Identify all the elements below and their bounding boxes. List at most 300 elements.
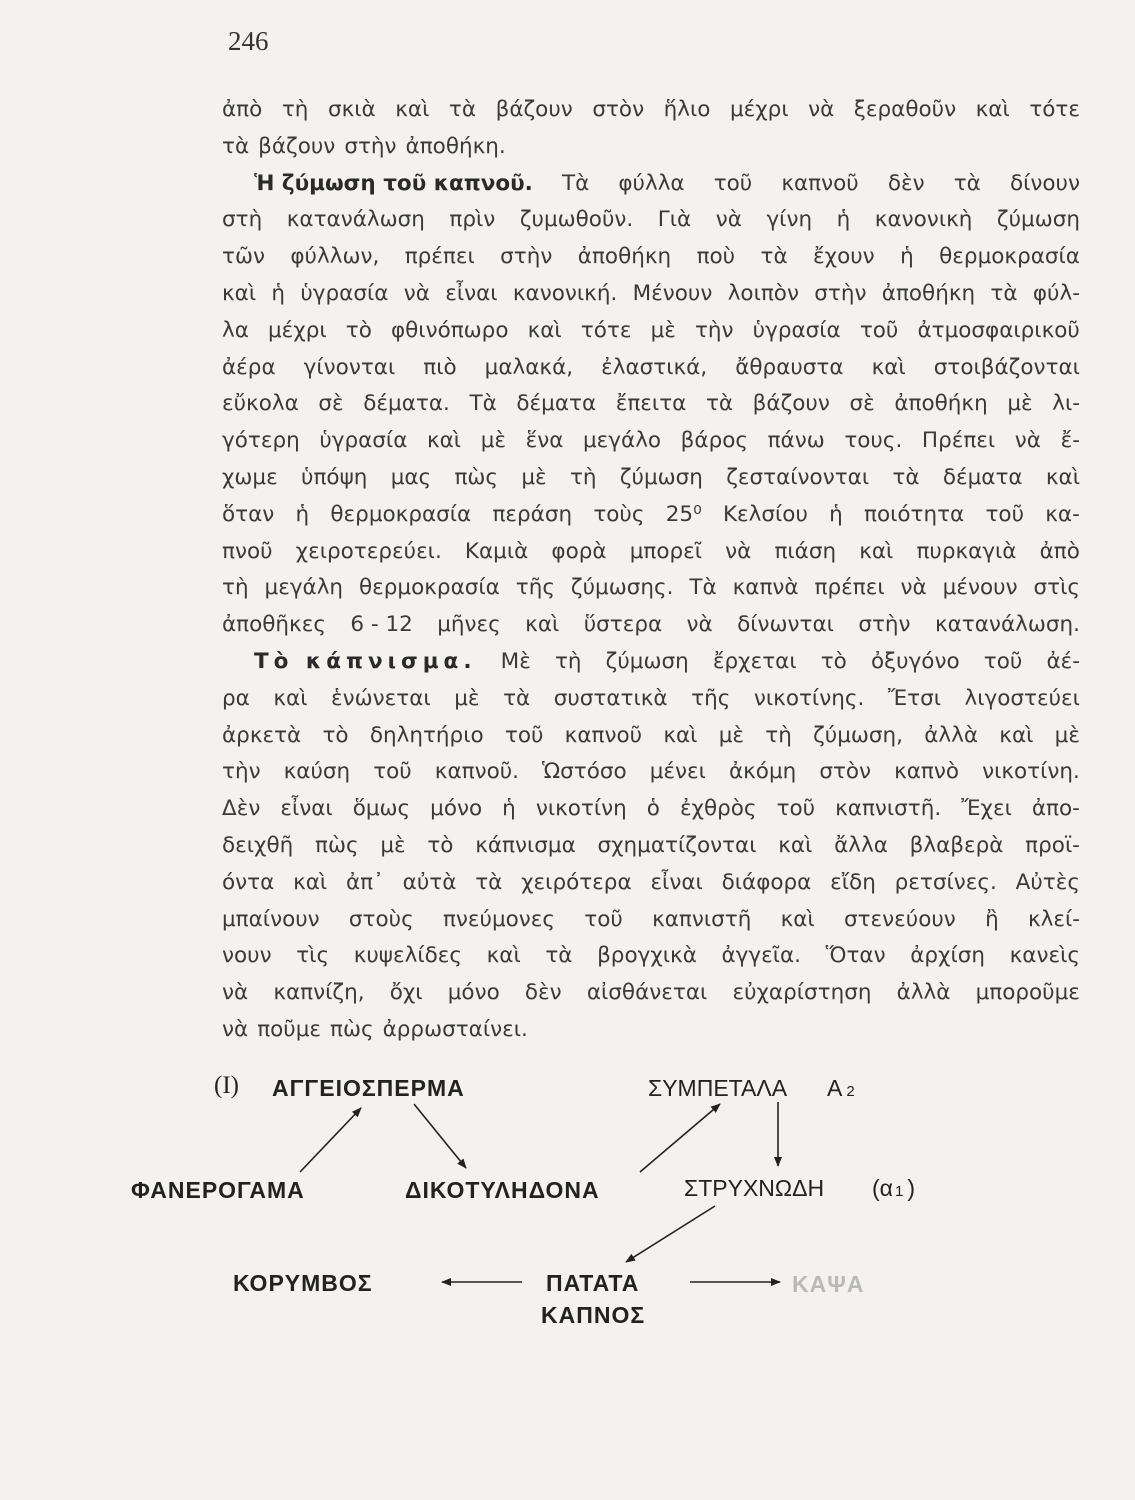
- word: ἀρρωσταίνει.: [382, 1016, 528, 1042]
- word: πνοῦ: [222, 538, 273, 564]
- word: ἄθραυστα: [735, 354, 844, 380]
- word: ἡ: [271, 280, 286, 306]
- word: περάση: [492, 501, 573, 527]
- word: καπνιστῆ: [652, 906, 752, 932]
- word: καὶ: [975, 97, 1010, 122]
- word: τὴν: [222, 759, 261, 785]
- word: πιὸ: [423, 354, 457, 380]
- node-korymvos: ΚΟΡΥΜΒΟΣ: [233, 1270, 373, 1296]
- word: 25⁰: [665, 501, 702, 527]
- word: βάρος: [680, 428, 748, 454]
- text-line: [222, 607, 1080, 644]
- word: τὴ: [569, 464, 597, 490]
- word: σχηματίζονται: [597, 832, 757, 858]
- node-a1-subscript: 1: [894, 1183, 904, 1200]
- text-line: [222, 681, 1080, 718]
- word: τὸ: [820, 648, 847, 674]
- word: Καμιὰ: [464, 538, 529, 564]
- word: Μένουν: [632, 280, 713, 306]
- word: ἀέ-: [1046, 648, 1080, 674]
- word: σκιὰ: [327, 97, 376, 122]
- word: καὶ: [293, 869, 328, 895]
- word: τότε: [1029, 97, 1080, 122]
- word: καπνοῦ: [781, 170, 859, 196]
- word: στενεύουν: [843, 906, 956, 932]
- word: μόνο: [430, 796, 483, 822]
- word: ἀέρα: [222, 354, 276, 380]
- word: ἀποθήκη.: [405, 133, 506, 159]
- word: μὲ: [650, 317, 676, 343]
- word: νικοτίνη.: [982, 759, 1080, 785]
- word: δειχθῆ: [222, 832, 294, 858]
- word: εὔκολα: [222, 391, 299, 417]
- word: δὲν: [887, 170, 925, 196]
- text-line: [222, 534, 1080, 571]
- word: αὐτὰ: [402, 869, 457, 895]
- word: ἔρχεται: [712, 648, 797, 674]
- word: Πρέπει: [921, 428, 996, 454]
- word: ζύμωσης.: [570, 575, 674, 601]
- word: καπνοῦ: [564, 722, 643, 748]
- node-a1-close: ): [907, 1175, 915, 1201]
- word: Τὰ: [561, 170, 590, 196]
- text-line: [222, 754, 1080, 791]
- node-a2-letter: Α: [827, 1075, 843, 1101]
- word: καπνὸ: [894, 759, 960, 785]
- text-line: [222, 570, 1080, 607]
- word: Κελσίου: [722, 501, 808, 527]
- word: ἀλλὰ: [924, 722, 979, 748]
- text-line: [222, 975, 1080, 1012]
- word: ζυμωθοῦν.: [519, 207, 634, 233]
- word: ποὺ: [696, 244, 736, 270]
- word: νικοτίνη: [535, 796, 627, 822]
- word: εὐχαρίστηση: [732, 980, 872, 1006]
- word: μαλακά,: [484, 354, 574, 380]
- word: φορὰ: [551, 538, 607, 564]
- node-faneroga: ΦΑΝΕΡΟΓΑΜΑ: [131, 1177, 305, 1203]
- word: λι-: [1052, 391, 1080, 417]
- word: φθινόπωρο: [390, 317, 509, 343]
- word: ζεσταίνονται: [726, 464, 870, 490]
- word: καὶ: [527, 317, 562, 343]
- word: ὑπόψη: [301, 464, 368, 490]
- word: Γιὰ: [657, 207, 692, 233]
- word: τὰ: [705, 391, 734, 417]
- word: νὰ: [403, 280, 430, 306]
- body-text: [222, 92, 1080, 1049]
- word: θερμοκρασία: [359, 575, 500, 601]
- word: βάζουν: [258, 133, 336, 159]
- word: καὶ: [999, 722, 1034, 748]
- word: κάπνισμα: [475, 832, 576, 858]
- word: ἥλιο: [663, 97, 711, 122]
- word: τῆς: [691, 685, 731, 711]
- word: ὁ: [646, 796, 660, 822]
- word: μὲ: [1007, 391, 1033, 417]
- word: ἡ: [836, 207, 851, 233]
- word: νὰ: [900, 575, 927, 601]
- text-line: [222, 129, 1080, 166]
- word: ὄχι: [389, 980, 423, 1006]
- text-line: [222, 166, 1080, 203]
- word: ἀπὸ: [1039, 538, 1080, 564]
- word: Τὰ: [689, 575, 717, 601]
- word: τὰ: [545, 943, 573, 969]
- word: νὰ: [1014, 428, 1041, 454]
- word: ζύμωση: [996, 207, 1080, 233]
- text-line: [222, 902, 1080, 939]
- word: πάνω: [767, 428, 825, 454]
- word: τὴ: [765, 722, 792, 748]
- word: ζύμωση,: [813, 722, 903, 748]
- word: τὰ: [892, 464, 920, 490]
- word: νὰ: [715, 207, 742, 233]
- word: ὑγρασία: [300, 280, 389, 306]
- word: θερμοκρασία: [330, 501, 472, 527]
- word: γίνη: [766, 207, 813, 233]
- word: στὶς: [1033, 575, 1080, 601]
- node-a2-subscript: 2: [846, 1083, 855, 1100]
- word: ἄλλα: [834, 832, 888, 858]
- word: τὰ: [990, 280, 1018, 306]
- word: τὴ: [222, 575, 249, 601]
- word: ὑγρασία: [319, 428, 408, 454]
- word: χειρότερα: [521, 869, 632, 895]
- word: στὴν: [344, 133, 397, 159]
- word: ρα: [222, 685, 250, 711]
- word: νικοτίνης.: [753, 685, 865, 711]
- word: καύση: [283, 759, 351, 785]
- word: κατανάλωση: [286, 207, 425, 233]
- word: φύλλων,: [290, 244, 380, 270]
- word: ἡ: [900, 244, 914, 270]
- word: ὕστερα: [583, 612, 663, 638]
- word: κανεὶς: [1009, 943, 1080, 969]
- word: Ἔχει: [961, 796, 1012, 822]
- word: μὲ: [718, 722, 745, 748]
- word: καὶ: [778, 832, 813, 858]
- word: καὶ: [222, 280, 257, 306]
- word: τοῦ: [983, 648, 1023, 674]
- text-line: [222, 313, 1080, 350]
- word: τότε: [580, 317, 632, 343]
- word: πὼς: [330, 1016, 374, 1042]
- word: δὲν: [524, 980, 562, 1006]
- word: στὸν: [819, 759, 872, 785]
- word: τὰ: [953, 170, 981, 196]
- word: Ὅταν: [825, 943, 886, 969]
- word: καὶ: [273, 685, 308, 711]
- word: ἀπ᾿: [346, 869, 384, 895]
- word: τὴν: [694, 317, 734, 343]
- text-line: [222, 460, 1080, 497]
- arrow-dikotyl-to-sympetala: [640, 1104, 720, 1172]
- word: πνεύμονες: [442, 906, 556, 932]
- word: μένουν: [942, 575, 1018, 601]
- word: μέχρι: [729, 97, 789, 122]
- word: κανονική.: [512, 280, 618, 306]
- word: καπνίζη,: [273, 980, 365, 1006]
- word: ἀτμοσφαιρικοῦ: [917, 317, 1080, 343]
- node-patata: ΠΑΤΑΤΑ: [546, 1270, 640, 1296]
- word: εἴδη: [830, 869, 876, 895]
- word: ἡ: [829, 501, 843, 527]
- word: ὀξυγόνο: [870, 648, 960, 674]
- word: καπνιστῆ.: [835, 796, 942, 822]
- word: καπνοῦ.: [434, 759, 520, 785]
- word: σὲ: [849, 391, 875, 417]
- word: μας: [390, 464, 432, 490]
- text-line: [222, 938, 1080, 975]
- word: βάζουν: [495, 97, 573, 122]
- word: λιγοστεύει: [964, 685, 1080, 711]
- word: μεγάλο: [583, 428, 662, 454]
- word: ἀρχίση: [910, 943, 986, 969]
- word: προϊ-: [1025, 832, 1080, 858]
- word: καὶ: [663, 722, 698, 748]
- word: τὸ: [345, 317, 372, 343]
- node-a1: [872, 1175, 915, 1202]
- word: εἶναι: [650, 869, 703, 895]
- word: ἑνώνεται: [331, 685, 431, 711]
- word: διάφορα: [721, 869, 812, 895]
- word: καὶ: [1045, 464, 1080, 490]
- word: γότερη: [222, 428, 300, 454]
- word: νὰ: [686, 612, 713, 638]
- word: πὼς: [454, 464, 499, 490]
- word: μέχρι: [268, 317, 327, 343]
- word: νὰ: [725, 538, 752, 564]
- word: μπαίνουν: [222, 906, 320, 932]
- word: τὴ: [554, 648, 582, 674]
- text-line: [222, 423, 1080, 460]
- word: ἢ: [985, 906, 999, 932]
- word: καπνὰ: [732, 575, 799, 601]
- word: νουν: [222, 943, 272, 969]
- word: τὸ: [427, 832, 454, 858]
- word: μένει: [649, 759, 706, 785]
- word: ἡ: [502, 796, 516, 822]
- word: πρέπει: [814, 575, 885, 601]
- word: μὲ: [380, 832, 406, 858]
- word: κυψελίδες: [353, 943, 462, 969]
- word: καὶ: [780, 906, 815, 932]
- word: καὶ: [859, 538, 894, 564]
- word: στὴν: [814, 280, 867, 306]
- word: βρογχικὰ: [597, 943, 697, 969]
- word: στὴ: [222, 207, 263, 233]
- word: τοῦ: [859, 317, 899, 343]
- word: νὰ: [222, 1016, 249, 1042]
- word: ἀρκετὰ: [222, 722, 302, 748]
- word: νὰ: [808, 97, 835, 122]
- word: μόνο: [447, 980, 500, 1006]
- text-line: [222, 1012, 1080, 1049]
- word: τοὺς: [593, 501, 645, 527]
- word: ἐλαστικά,: [601, 354, 708, 380]
- word: τοῦ: [504, 722, 544, 748]
- word: χωμε: [222, 464, 278, 490]
- word: ἀποθήκη: [577, 244, 672, 270]
- node-dikotyl: ΔΙΚΟΤΥΛΗΔΟΝΑ: [405, 1177, 600, 1203]
- word: ἐχθρὸς: [679, 796, 757, 822]
- node-kapnos: ΚΑΠΝΟΣ: [541, 1302, 646, 1328]
- word: πρὶν: [449, 207, 496, 233]
- word: ἀποθήκη: [894, 391, 988, 417]
- word: Ἡ ζύμωση τοῦ καπνοῦ.: [254, 170, 533, 196]
- node-a2: [827, 1075, 855, 1102]
- word: μποροῦμε: [975, 980, 1080, 1006]
- word: ὅμως: [352, 796, 411, 822]
- word: συστατικὰ: [553, 685, 668, 711]
- word: στοὺς: [348, 906, 414, 932]
- text-line: [222, 276, 1080, 313]
- word: ἕνα: [525, 428, 564, 454]
- word: ἔχουν: [813, 244, 875, 270]
- word: μῆνες: [437, 612, 501, 638]
- word: ἀποθῆκες: [222, 612, 326, 638]
- word: δηλητήριο: [369, 722, 484, 748]
- text-line: [222, 239, 1080, 276]
- arrow-faneroga-to-aggeiosperma: [300, 1108, 361, 1172]
- word: βλαβερὰ: [909, 832, 1004, 858]
- text-line: [222, 865, 1080, 902]
- word: καὶ: [395, 97, 430, 122]
- text-line: [222, 644, 1080, 681]
- node-a1-open: (α: [872, 1175, 893, 1201]
- node-stryxnodi: ΣΤΡΥΧΝΩΔΗ: [684, 1175, 825, 1201]
- word: τὰ: [222, 133, 250, 159]
- word: ποιότητα: [864, 501, 965, 527]
- word: μὲ: [1054, 722, 1080, 748]
- word: ποῦμε: [257, 1016, 322, 1042]
- word: αἰσθάνεται: [586, 980, 708, 1006]
- word: δίνωνται: [737, 612, 834, 638]
- text-line: [222, 497, 1080, 534]
- word: τοῦ: [713, 170, 753, 196]
- word: ζύμωση: [605, 648, 689, 674]
- word: πιάση: [774, 538, 837, 564]
- word: λοιπὸν: [727, 280, 799, 306]
- word: φύλλα: [618, 170, 685, 196]
- word: δίνουν: [1009, 170, 1080, 196]
- text-line: [222, 791, 1080, 828]
- word: μεγάλη: [264, 575, 344, 601]
- word: μὲ: [521, 464, 547, 490]
- text-line: [222, 92, 1080, 129]
- word: δέματα: [516, 391, 597, 417]
- word: τοῦ: [776, 796, 816, 822]
- word: τοῦ: [985, 501, 1025, 527]
- word: ζύμωση: [619, 464, 703, 490]
- word: ρετσίνες.: [894, 869, 997, 895]
- word: βάζουν: [752, 391, 830, 417]
- node-sympetala: ΣΥΜΠΕΤΑΛΑ: [648, 1075, 788, 1101]
- word: Ὡστόσο: [542, 759, 627, 785]
- word: μπορεῖ: [629, 538, 703, 564]
- word: ὑγρασία: [752, 317, 841, 343]
- word: καὶ: [871, 354, 906, 380]
- node-kapsa: ΚΑΨΑ: [792, 1271, 865, 1297]
- word: 6 - 12: [350, 612, 413, 638]
- word: πυρκαγιὰ: [916, 538, 1017, 564]
- word: τὰ: [503, 685, 531, 711]
- word: στοιβάζονται: [933, 354, 1080, 380]
- word: τους.: [844, 428, 903, 454]
- word: στὴν: [858, 612, 911, 638]
- text-line: [222, 386, 1080, 423]
- node-aggeiosperma: ΑΓΓΕΙΟΣΠΕΡΜΑ: [272, 1075, 465, 1101]
- word: τὰ: [760, 244, 788, 270]
- word: κλεί-: [1027, 906, 1080, 932]
- word: κα-: [1045, 501, 1080, 527]
- word: ὅταν: [222, 501, 275, 527]
- arrow-stryxnodi-to-patata: [626, 1206, 715, 1262]
- word: τὶς: [296, 943, 330, 969]
- word: ἀποθήκη: [881, 280, 976, 306]
- word: Αὐτὲς: [1015, 869, 1080, 895]
- text-line: [222, 718, 1080, 755]
- word: λα: [222, 317, 249, 343]
- word: καὶ: [486, 943, 521, 969]
- word: δέματα: [942, 464, 1023, 490]
- word: ἀκόμη: [728, 759, 797, 785]
- word: ἔ-: [1060, 428, 1080, 454]
- word: ἡ: [295, 501, 310, 527]
- word: Τὸ κάπνισμα.: [254, 648, 477, 674]
- word: γίνονται: [303, 354, 396, 380]
- word: τῆς: [515, 575, 555, 601]
- arrow-aggeiosperma-to-dikotyl: [414, 1104, 466, 1168]
- word: πρέπει: [404, 244, 475, 270]
- word: τὰ: [475, 869, 503, 895]
- word: ἀγγεῖα.: [721, 943, 802, 969]
- word: ἀπὸ: [222, 97, 263, 122]
- word: μὲ: [454, 685, 480, 711]
- word: Μὲ: [500, 648, 531, 674]
- word: τοῦ: [373, 759, 412, 785]
- text-line: [222, 828, 1080, 865]
- word: τὸ: [322, 722, 349, 748]
- word: στὸν: [592, 97, 645, 122]
- word: πὼς: [315, 832, 359, 858]
- text-line: [222, 202, 1080, 239]
- word: καὶ: [426, 428, 462, 454]
- word: θερμοκρασία: [939, 244, 1080, 270]
- word: στὴν: [500, 244, 553, 270]
- word: τῶν: [222, 244, 265, 270]
- word: ἀπο-: [1031, 796, 1080, 822]
- word: καὶ: [525, 612, 560, 638]
- diagram-marker: (I): [214, 1072, 239, 1099]
- text-line: [222, 350, 1080, 387]
- word: Δὲν: [222, 796, 261, 822]
- word: ἔπειτα: [615, 391, 687, 417]
- word: εἶναι: [280, 796, 333, 822]
- word: νὰ: [222, 980, 249, 1006]
- word: τὰ: [448, 97, 477, 122]
- word: Ἔτσι: [887, 685, 941, 711]
- word: τοῦ: [584, 906, 623, 932]
- word: δέματα.: [363, 391, 450, 417]
- word: σὲ: [318, 391, 344, 417]
- word: μὲ: [480, 428, 506, 454]
- page-number: 246: [228, 26, 269, 56]
- word: φύλ-: [1032, 280, 1080, 306]
- word: Τὰ: [469, 391, 497, 417]
- word: ξεραθοῦν: [853, 97, 957, 122]
